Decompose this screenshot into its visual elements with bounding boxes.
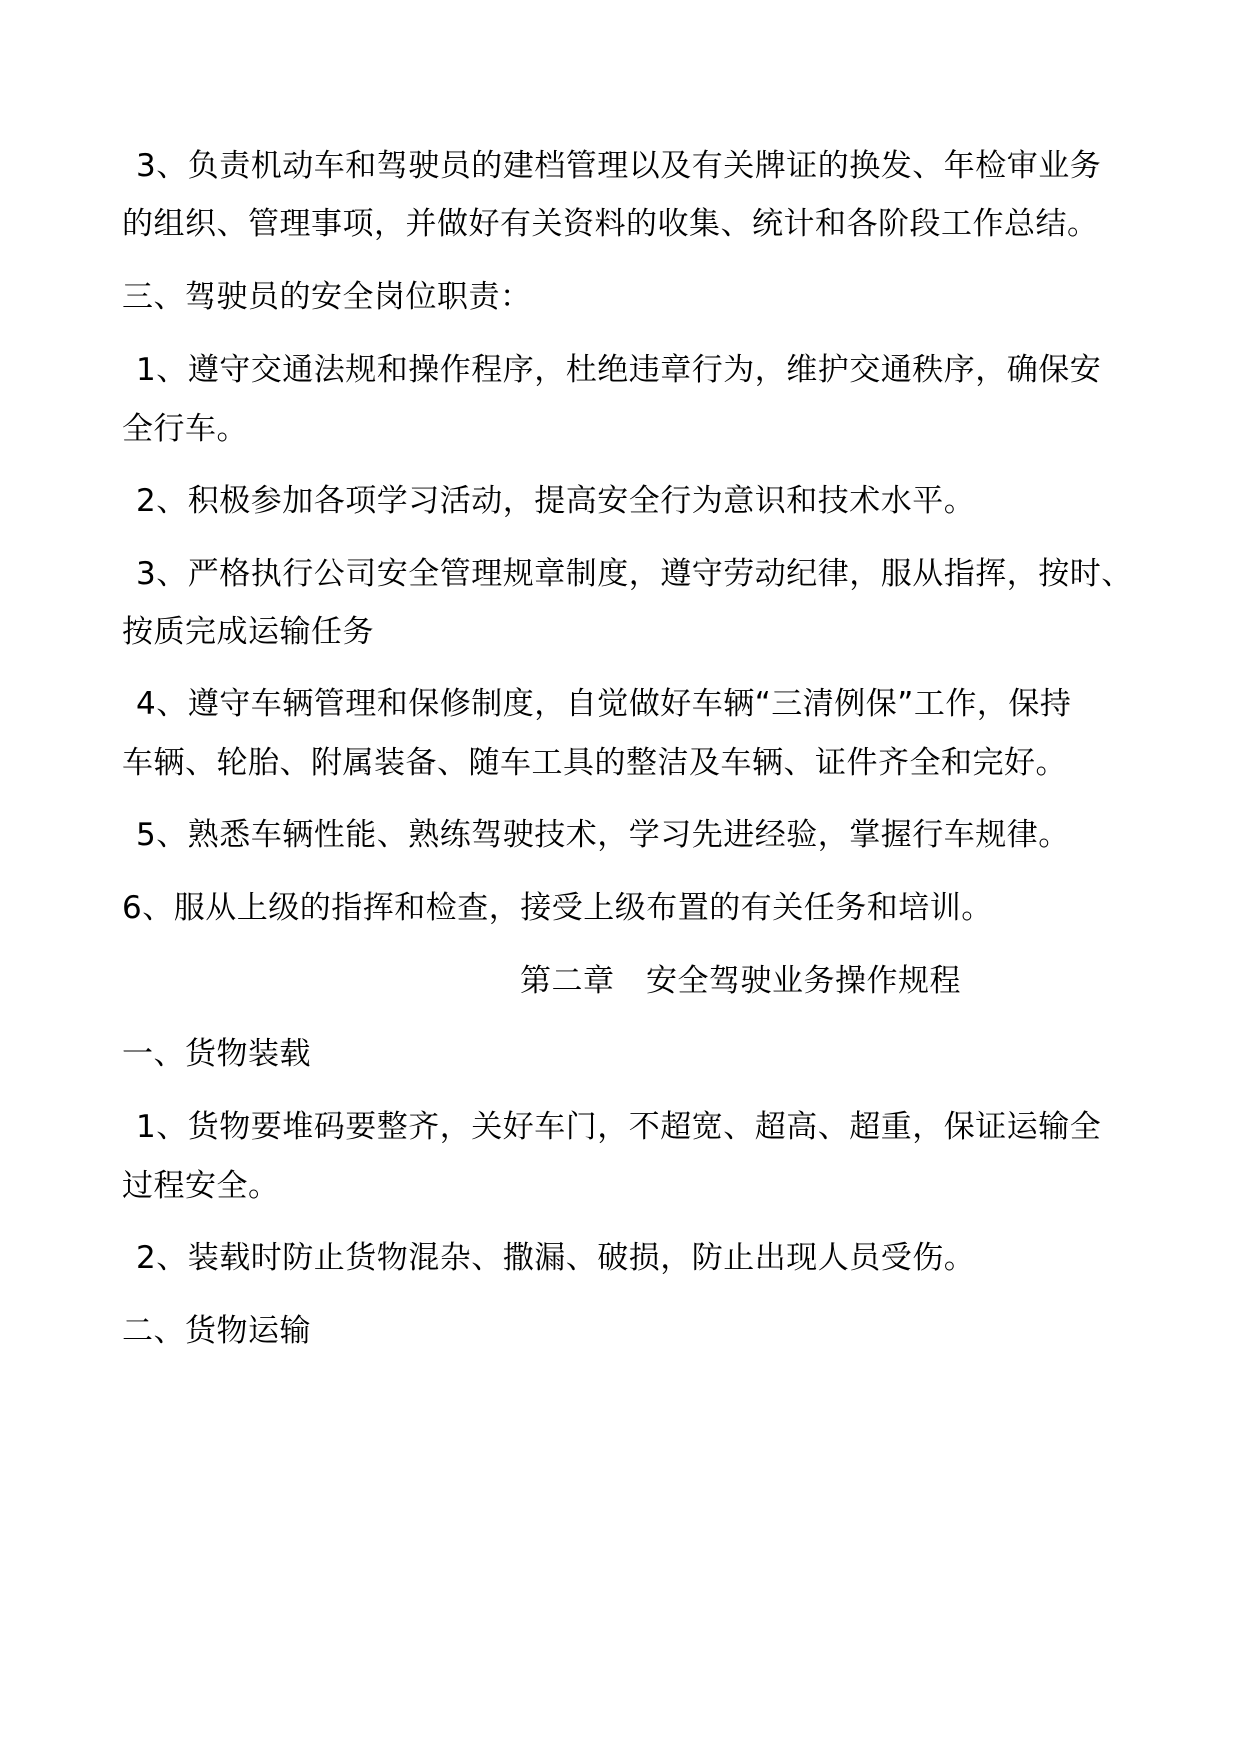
paragraph-line: 2、装载时防止货物混杂、撒漏、破损，防止出现人员受伤。 — [136, 1240, 976, 1276]
section-heading: 二、货物运输 — [122, 1313, 311, 1349]
paragraph-line: 1、货物要堆码要整齐，关好车门，不超宽、超高、超重，保证运输全 — [136, 1109, 1102, 1145]
paragraph-line: 1、遵守交通法规和操作程序，杜绝违章行为，维护交通秩序，确保安 — [136, 352, 1102, 388]
paragraph-line: 5、熟悉车辆性能、熟练驾驶技术，学习先进经验，掌握行车规律。 — [136, 817, 1070, 853]
paragraph-line: 车辆、轮胎、附属装备、随车工具的整洁及车辆、证件齐全和完好。 — [122, 745, 1067, 781]
paragraph-line: 过程安全。 — [122, 1168, 280, 1204]
paragraph-line: 4、遵守车辆管理和保修制度，自觉做好车辆“三清例保”工作，保持 — [136, 686, 1072, 722]
paragraph-line: 按质完成运输任务 — [122, 614, 374, 650]
paragraph-line: 2、积极参加各项学习活动，提高安全行为意识和技术水平。 — [136, 483, 976, 519]
paragraph-line: 3、负责机动车和驾驶员的建档管理以及有关牌证的换发、年检审业务 — [136, 148, 1102, 184]
section-heading: 一、货物装载 — [122, 1036, 311, 1072]
paragraph-line: 全行车。 — [122, 411, 248, 447]
paragraph-line: 3、严格执行公司安全管理规章制度，遵守劳动纪律，服从指挥，按时、 — [136, 556, 1133, 592]
paragraph-line: 6、服从上级的指挥和检查，接受上级布置的有关任务和培训。 — [122, 890, 993, 926]
chapter-title: 第二章 安全驾驶业务操作规程 — [520, 963, 961, 999]
paragraph-line: 的组织、管理事项，并做好有关资料的收集、统计和各阶段工作总结。 — [122, 206, 1099, 242]
section-heading: 三、驾驶员的安全岗位职责： — [122, 279, 532, 315]
